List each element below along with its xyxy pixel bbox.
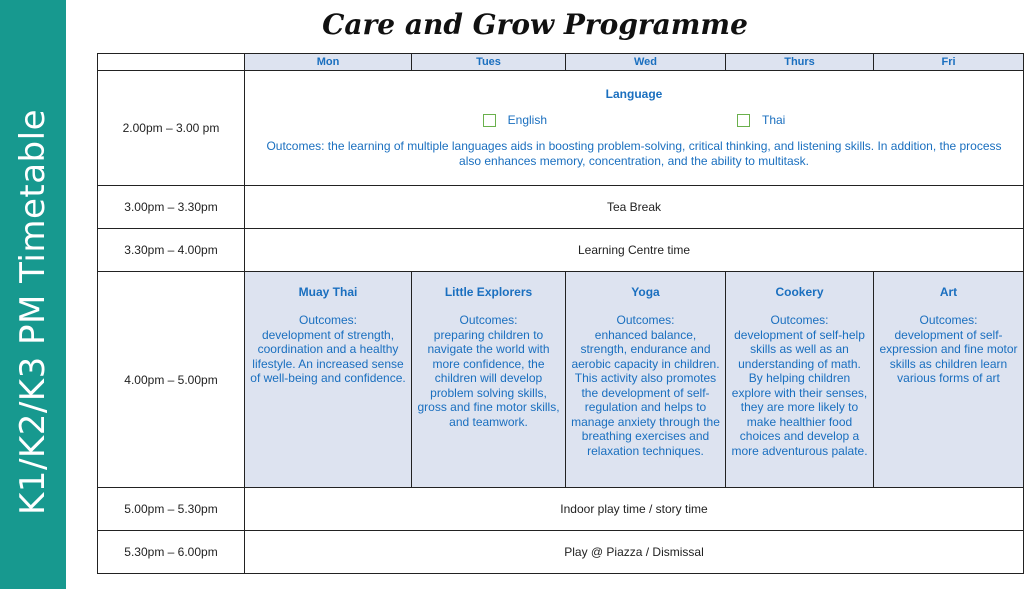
- activity-cell: Tea Break: [245, 186, 1024, 229]
- time-cell: 2.00pm – 3.00 pm: [98, 71, 245, 186]
- day-header-thurs: Thurs: [726, 54, 874, 71]
- activity-title: Muay Thai: [298, 285, 358, 299]
- activity-muay-thai: [245, 272, 412, 488]
- english-checkbox-icon[interactable]: [483, 114, 496, 127]
- time-cell: 5.00pm – 5.30pm: [98, 488, 245, 531]
- language-outcomes: Outcomes: the learning of multiple languages aids in boosting problem-solving, critical thinking, and listening skills. In addition, the process also enhances memory, concentration, and the ability to multitask.: [266, 139, 1002, 168]
- row-language: [98, 71, 1024, 186]
- activity-little-explorers: [412, 272, 566, 488]
- language-title: Language: [605, 87, 663, 101]
- activity-outcomes-text: development of self-help skills as well as an understanding of math. By helping children explore with their senses, they are more likely to make healthier food choices and develop a more adventurous palate.: [731, 327, 868, 458]
- language-option-thai[interactable]: [737, 113, 785, 127]
- thai-checkbox-icon[interactable]: [737, 114, 750, 127]
- activity-outcomes-text: preparing children to navigate the world with more confidence, the children will develop problem solving skills, gross and fine motor skills, and teamwork.: [417, 327, 560, 429]
- language-option-label: English: [507, 113, 547, 127]
- language-option-label: Thai: [762, 113, 786, 127]
- day-header-mon: Mon: [245, 54, 412, 71]
- sidebar-banner: [0, 0, 66, 589]
- activity-yoga: [566, 272, 726, 488]
- activity-outcomes-label: Outcomes:: [770, 313, 829, 327]
- row-activities: [98, 272, 1024, 488]
- activity-cell: Learning Centre time: [245, 229, 1024, 272]
- activity-outcomes-label: Outcomes:: [919, 313, 978, 327]
- language-options: [245, 113, 1023, 127]
- activity-outcomes-label: Outcomes:: [298, 313, 358, 327]
- row-dismissal: [98, 531, 1024, 574]
- row-tea-break: [98, 186, 1024, 229]
- page-title: Care and Grow Programme: [322, 8, 748, 41]
- sidebar-title: K1/K2/K3 PM Timetable: [13, 109, 53, 515]
- activity-cell: Play @ Piazza / Dismissal: [245, 531, 1024, 574]
- time-cell: 3.30pm – 4.00pm: [98, 229, 245, 272]
- activity-cookery: [726, 272, 874, 488]
- activity-title: Little Explorers: [444, 285, 533, 299]
- activity-title: Cookery: [775, 285, 824, 299]
- activity-outcomes-text: development of self-expression and fine motor skills as children learn various forms of art: [879, 327, 1018, 385]
- activity-cell: Indoor play time / story time: [245, 488, 1024, 531]
- activity-title: Yoga: [631, 285, 660, 299]
- header-blank-cell: [98, 54, 245, 71]
- activity-title: Art: [939, 285, 958, 299]
- activity-outcomes-label: Outcomes:: [459, 313, 518, 327]
- time-cell: 3.00pm – 3.30pm: [98, 186, 245, 229]
- row-indoor-play: [98, 488, 1024, 531]
- activity-art: [874, 272, 1024, 488]
- day-header-wed: Wed: [566, 54, 726, 71]
- activity-outcomes-text: enhanced balance, strength, endurance and aerobic capacity in children. This activity also promotes the development of self-regulation and helps to manage anxiety through the breathing exercises and relaxation techniques.: [571, 327, 720, 458]
- time-cell: 5.30pm – 6.00pm: [98, 531, 245, 574]
- activity-outcomes-text: development of strength, coordination and a healthy lifestyle. An increased sense of well-being and confidence.: [250, 327, 406, 385]
- day-header-tues: Tues: [412, 54, 566, 71]
- language-option-english[interactable]: [483, 113, 547, 127]
- header-row: [98, 54, 1024, 71]
- timetable: [97, 53, 1024, 574]
- time-cell: 4.00pm – 5.00pm: [98, 272, 245, 488]
- activity-outcomes-label: Outcomes:: [616, 313, 675, 327]
- language-cell: [245, 71, 1024, 186]
- day-header-fri: Fri: [874, 54, 1024, 71]
- row-learning-centre: [98, 229, 1024, 272]
